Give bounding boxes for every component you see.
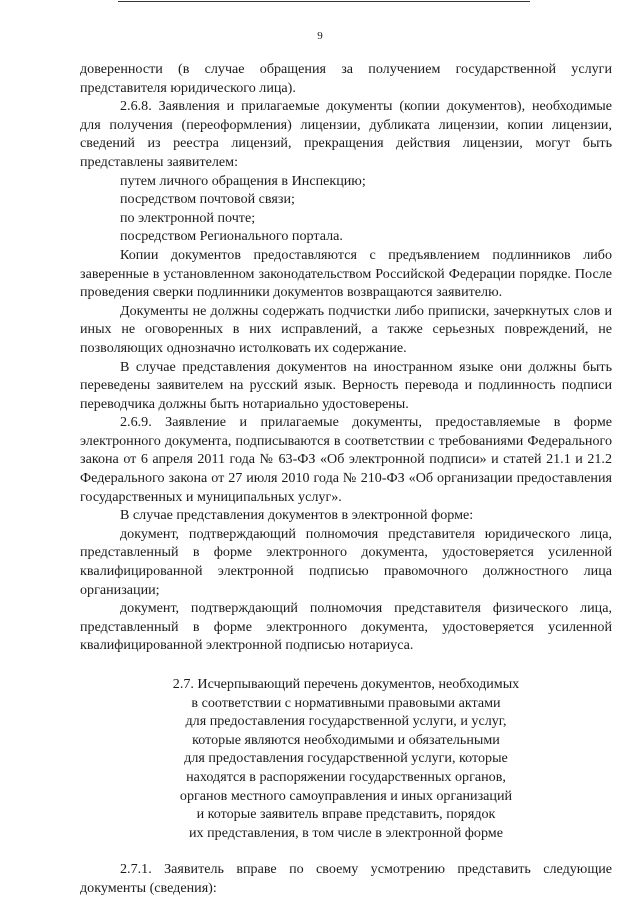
- top-border-line: [118, 1, 530, 2]
- section-heading-2-7: [80, 675, 612, 842]
- heading-line: 2.7. Исчерпывающий перечень документов, необходимых: [172, 676, 520, 692]
- list-item: путем личного обращения в Инспекцию;: [120, 172, 366, 189]
- heading-line: которые являются необходимыми и обязательными: [192, 731, 500, 748]
- heading-line: для предоставления государственной услуги, которые: [184, 750, 508, 767]
- heading-line: и которые заявитель вправе представить, порядок: [196, 806, 496, 823]
- paragraph: документ, подтверждающий полномочия представителя юридического лица, представленный в форме электронного документа, удостоверяется усиленной квалифицированной электронной подписью правомочного должностного лица организации;: [80, 525, 612, 598]
- paragraph-2-6-8: 2.6.8. Заявления и прилагаемые документы (копии документов), необходимые для получения (переоформления) лицензии, дубликата лицензии, копии лицензии, сведений из реестра лицензий, прекращения действия лицензии, могут быть представлены заявителем:: [80, 98, 612, 170]
- heading-line: находятся в распоряжении государственных органов,: [186, 768, 506, 785]
- paragraph: В случае представления документов в электронной форме:: [120, 507, 474, 524]
- list-item: посредством почтовой связи;: [120, 191, 295, 208]
- heading-line: их представления, в том числе в электронной форме: [189, 824, 503, 841]
- heading-line: органов местного самоуправления и иных организаций: [179, 787, 513, 804]
- paragraph-2-6-9: 2.6.9. Заявление и прилагаемые документы, предоставляемые в форме электронного документа, подписываются в соответствии с требованиями Федерального закона от 6 апреля 2011 года № 63-ФЗ «Об электронной подписи» и статей 21.1 и 21.2 Федерального закона от 27 июля 2010 года № 210-ФЗ «Об организации предоставления государственных и муниципальных услуг».: [80, 414, 612, 505]
- heading-line: для предоставления государственной услуги, и услуг,: [185, 713, 507, 730]
- paragraph-2-7-1: 2.7.1. Заявитель вправе по своему усмотрению представить следующие документы (сведения):: [80, 861, 612, 896]
- document-body: [80, 60, 612, 898]
- paragraph: В случае представления документов на иностранном языке они должны быть переведены заявителем на русский язык. Верность перевода и подлинность подписи переводчика должны быть нотариально удостоверены.: [80, 358, 612, 412]
- paragraph: доверенности (в случае обращения за получением государственной услуги представителя юридического лица).: [80, 61, 612, 96]
- paragraph: документ, подтверждающий полномочия представителя физического лица, представленный в форме электронного документа, удостоверяется усиленной квалифицированной электронной подписью нотариуса.: [80, 600, 612, 654]
- page-number: 9: [317, 30, 323, 42]
- list-item: по электронной почте;: [120, 209, 256, 226]
- heading-line: в соответствии с нормативными правовыми актами: [191, 694, 501, 711]
- paragraph: Документы не должны содержать подчистки либо приписки, зачеркнутых слов и иных не оговоренных в них исправлений, а также серьезных повреждений, не позволяющих однозначно истолковать их содержание.: [80, 302, 612, 356]
- paragraph: Копии документов предоставляются с предъявлением подлинников либо заверенные в установленном законодательством Российской Федерации порядке. После проведения сверки подлинники документов возвращаются заявителю.: [80, 246, 612, 301]
- list-item: посредством Регионального портала.: [120, 228, 343, 245]
